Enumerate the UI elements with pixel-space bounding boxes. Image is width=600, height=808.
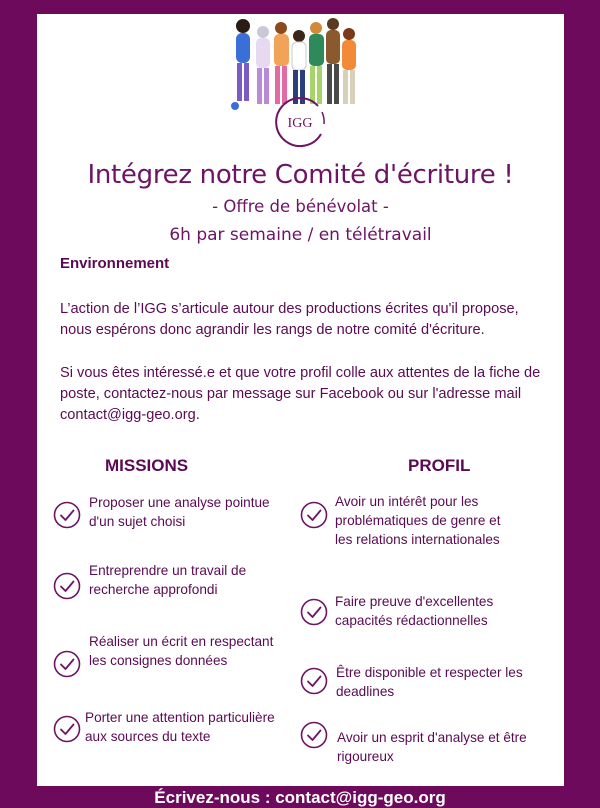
list-item: Être disponible et respecter les deadlines: [336, 665, 523, 699]
missions-heading: MISSIONS: [105, 456, 189, 475]
person-figure: [342, 28, 356, 104]
person-figure: [326, 18, 340, 104]
contact-paragraph: Si vous êtes intéressé.e et que votre profil colle aux attentes de la fiche de poste, contactez-nous par message sur Facebook ou sur l'adresse mail contact@igg-geo.org.: [60, 365, 541, 423]
igg-logo: [271, 94, 329, 152]
list-item: Réaliser un écrit en respectant les consignes données: [89, 634, 274, 668]
environment-heading: Environnement: [60, 255, 170, 272]
logo-circle: [271, 94, 329, 152]
check-circle-icon: [300, 721, 328, 749]
check-circle-icon: [300, 501, 328, 529]
list-item: Avoir un intérêt pour les problématiques de genre et les relations internationales: [335, 494, 501, 547]
person-figure: [256, 26, 270, 104]
check-circle-icon: [53, 650, 81, 678]
person-figure: [292, 30, 306, 104]
profil-heading: PROFIL: [408, 456, 471, 475]
offer-subtitle: - Offre de bénévolat -: [212, 197, 389, 216]
list-item: Proposer une analyse pointue d'un sujet choisi: [89, 495, 270, 529]
check-circle-icon: [300, 667, 328, 695]
list-item: Avoir un esprit d'analyse et être rigoureux: [337, 730, 527, 764]
person-figure: [231, 19, 250, 110]
check-circle-icon: [53, 501, 81, 529]
logo-text: IGG: [287, 116, 313, 131]
list-item: Porter une attention particulière aux sources du texte: [85, 710, 275, 744]
check-circle-icon: [53, 715, 81, 743]
list-item: Entreprendre un travail de recherche approfondi: [89, 563, 247, 597]
environment-paragraph: L’action de l’IGG s’articule autour des productions écrites qu'il propose, nous espérons donc agrandir les rangs de notre comité d'écriture.: [60, 301, 519, 338]
page-title: Intégrez notre Comité d'écriture !: [87, 160, 514, 190]
person-figure: [274, 22, 289, 104]
check-circle-icon: [300, 598, 328, 626]
schedule-line: 6h par semaine / en télétravail: [169, 225, 432, 245]
person-figure: [309, 22, 324, 104]
check-circle-icon: [53, 572, 81, 600]
footer-contact: Écrivez-nous : contact@igg-geo.org: [154, 788, 446, 807]
list-item: Faire preuve d'excellentes capacités rédactionnelles: [335, 594, 494, 628]
